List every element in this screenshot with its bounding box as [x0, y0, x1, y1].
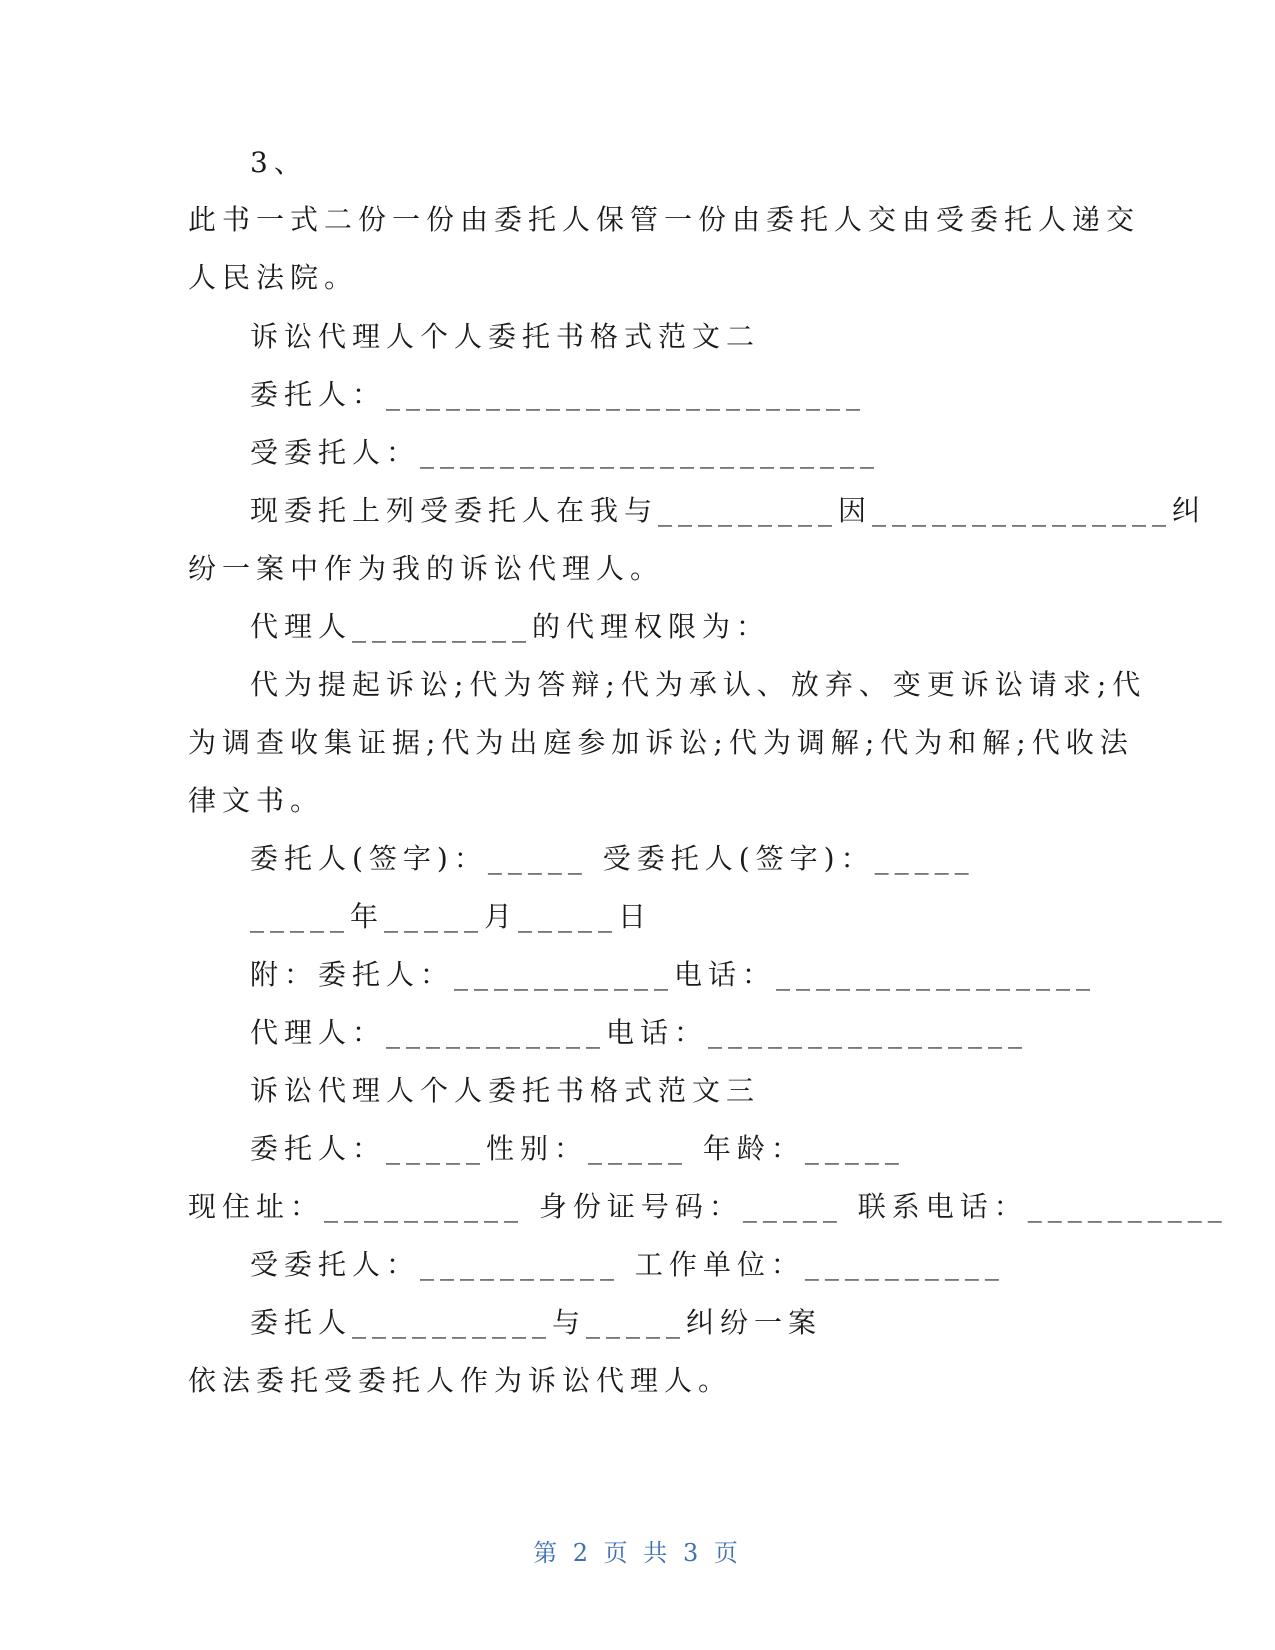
address-info-line: 现住址：__________ 身份证号码：_____ 联系电话：__________ — [188, 1190, 1228, 1223]
authority-line: 代理人_________的代理权限为： — [250, 610, 771, 643]
paragraph-line: 此书一式二份一份由委托人保管一份由委托人交由受委托人递交 — [188, 203, 1141, 236]
principal-info-line: 委托人：_____性别：_____ 年龄：_____ — [250, 1132, 905, 1165]
dispute-line: 委托人__________与_____纠纷一案 — [250, 1306, 823, 1339]
appendix-principal-line: 附：委托人：___________电话：________________ — [250, 958, 1097, 991]
page-number-footer: 第 2 页 共 3 页 — [533, 1539, 742, 1567]
paragraph-line: 纷一案中作为我的诉讼代理人。 — [188, 552, 665, 585]
signature-line: 委托人(签字)：_____ 受委托人(签字)：_____ — [250, 842, 975, 875]
paragraph-line: 律文书。 — [188, 784, 325, 817]
paragraph-line: 依法委托受委托人作为诉讼代理人。 — [188, 1364, 733, 1397]
section-heading-3: 诉讼代理人个人委托书格式范文三 — [250, 1074, 761, 1107]
principal-field: 委托人：________________________ — [250, 378, 867, 411]
appendix-agent-line: 代理人：___________电话：________________ — [250, 1016, 1029, 1049]
section-heading-2: 诉讼代理人个人委托书格式范文二 — [250, 320, 761, 353]
list-number-3: 3、 — [250, 146, 308, 179]
paragraph-line: 为调查收集证据;代为出庭参加诉讼;代为调解;代为和解;代收法 — [188, 726, 1134, 759]
paragraph-line: 现委托上列受委托人在我与_________因_______________纠 — [250, 494, 1207, 527]
date-line: _____年_____月_____日 — [250, 900, 653, 933]
paragraph-line: 代为提起诉讼;代为答辩;代为承认、放弃、变更诉讼请求;代 — [250, 668, 1147, 701]
agent-info-line: 受委托人：__________ 工作单位：__________ — [250, 1248, 1005, 1281]
paragraph-line: 人民法院。 — [188, 261, 359, 294]
agent-field: 受委托人：_______________________ — [250, 436, 881, 469]
